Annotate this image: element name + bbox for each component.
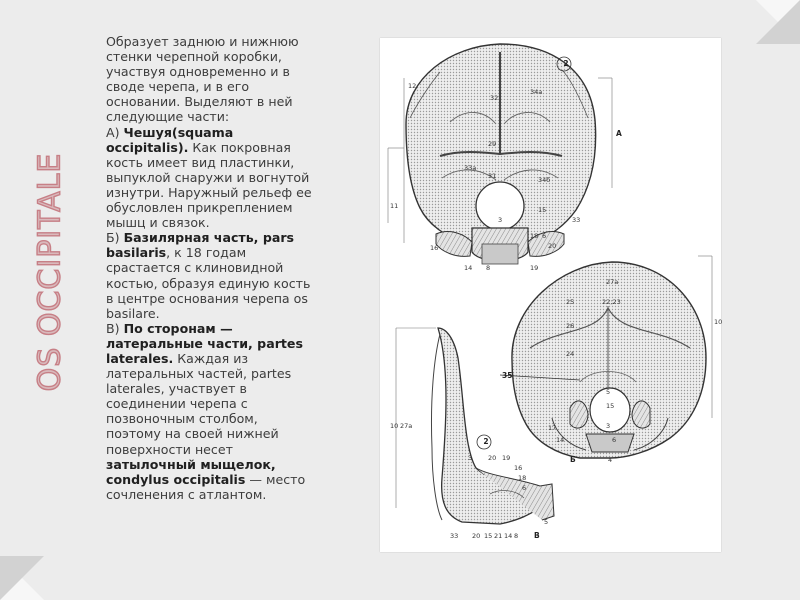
view-v-label: 5 xyxy=(544,518,549,526)
view-b-label: 25 xyxy=(566,298,575,306)
occipital-bone-drawing xyxy=(380,38,721,552)
view-a-circle-number: 2 xyxy=(563,59,569,68)
body-text xyxy=(106,34,312,502)
view-v-label: 33 xyxy=(450,532,459,540)
part-a-paragraph xyxy=(106,125,312,231)
view-a-label: 6 xyxy=(542,232,547,240)
page-corner-fold-top-right xyxy=(756,0,800,44)
part-b-text: , к 18 годам срастается с клиновидной костью, образуя единую кость в центре основания черепа os basilare. xyxy=(106,245,311,321)
view-a-label: 29 xyxy=(488,140,497,148)
view-a-letter: А xyxy=(616,129,622,138)
view-a-label: 12 xyxy=(408,82,417,90)
view-v-label: 6 xyxy=(522,484,527,492)
view-b-label: 26 xyxy=(566,322,575,330)
view-v-label: 20 xyxy=(472,532,481,540)
view-a-label: 8 xyxy=(486,264,491,272)
intro-paragraph xyxy=(106,34,312,125)
view-v-label: 27a xyxy=(400,422,413,430)
part-v-term: По сторонам — латеральные части, partes laterales. xyxy=(106,320,303,366)
view-v-label: 14 xyxy=(504,532,513,540)
part-v-paragraph xyxy=(106,321,312,502)
view-b-label: 27a xyxy=(606,278,619,286)
view-a-internal-surface xyxy=(388,44,612,264)
view-b-label: 14 xyxy=(556,436,565,444)
view-v-label: 19 xyxy=(502,454,511,462)
part-v-text-1: Каждая из латеральных частей, partes laterales, участвует в соединении черепа с позвоночным столбом, поэтому на своей нижней поверхности несет xyxy=(106,350,292,457)
view-b-label: 24 xyxy=(566,350,575,358)
view-a-label: 31 xyxy=(488,172,497,180)
view-a-label: 33a xyxy=(464,164,477,172)
page-corner-fold-bottom-left xyxy=(0,556,44,600)
view-v-label: 15 xyxy=(484,532,493,540)
part-v-text-2: — место сочленения с атлантом. xyxy=(106,471,306,502)
view-v-label: 16 xyxy=(514,464,523,472)
view-b-label: 6 xyxy=(612,436,617,444)
view-a-label: 15 xyxy=(538,206,547,214)
view-b-letter: Б xyxy=(570,455,576,464)
view-a-label: 33 xyxy=(572,216,581,224)
view-b-label: 3 xyxy=(606,422,611,430)
part-b-term: Базилярная часть, pars basilaris xyxy=(106,230,295,261)
view-b-label: 10 xyxy=(714,318,723,326)
view-b-label: 35 xyxy=(502,371,513,380)
intro-text: Образует заднюю и нижнюю стенки черепной коробки, участвуя одновременно и в своде черепа, и в его основании. Выделяют в ней следующие части: xyxy=(106,34,299,125)
view-v-label: 20 xyxy=(488,454,497,462)
view-a-label: 19 xyxy=(530,264,539,272)
view-a-label: 18 xyxy=(530,232,539,240)
view-v-label: 10 xyxy=(390,422,399,430)
part-a-text: Как покровная кость имеет вид пластинки, выпуклой снаружи и вогнутой изнутри. Наружный рельеф ее обусловлен прикреплением мышц и связок. xyxy=(106,139,312,231)
view-a-label: 14 xyxy=(464,264,473,272)
view-b-label: 22;23 xyxy=(602,298,621,306)
view-a-label: 20 xyxy=(548,242,557,250)
view-v-label: 3 xyxy=(468,454,473,462)
part-v-prefix: В) xyxy=(106,320,124,336)
view-v-label: 21 xyxy=(494,532,503,540)
view-b-label: 5 xyxy=(606,388,611,396)
view-a-label: 34б xyxy=(538,176,551,184)
view-a-label: 3 xyxy=(498,216,503,224)
part-a-prefix: А) xyxy=(106,124,124,140)
view-b-label: 15 xyxy=(606,402,615,410)
view-v-letter: В xyxy=(534,531,540,540)
view-a-label: 11 xyxy=(390,202,399,210)
view-v-circle-number: 2 xyxy=(483,437,489,446)
part-b-paragraph xyxy=(106,230,312,321)
part-v-term-2: затылочный мыщелок, condylus occipitalis xyxy=(106,456,276,487)
occipital-bone-figure xyxy=(380,38,721,552)
view-a-label: 32 xyxy=(490,94,499,102)
slide-title-text: OS OCCIPITALE xyxy=(32,152,68,392)
view-a-label: 34a xyxy=(530,88,543,96)
view-b-label: 17 xyxy=(548,424,557,432)
view-b-label: 4 xyxy=(608,456,613,464)
part-b-prefix: Б) xyxy=(106,230,124,246)
part-a-term: Чешуя(squama occipitalis). xyxy=(106,124,234,155)
view-a-label: 16 xyxy=(430,244,439,252)
view-v-label: 18 xyxy=(518,474,527,482)
view-v-label: 8 xyxy=(514,532,519,540)
